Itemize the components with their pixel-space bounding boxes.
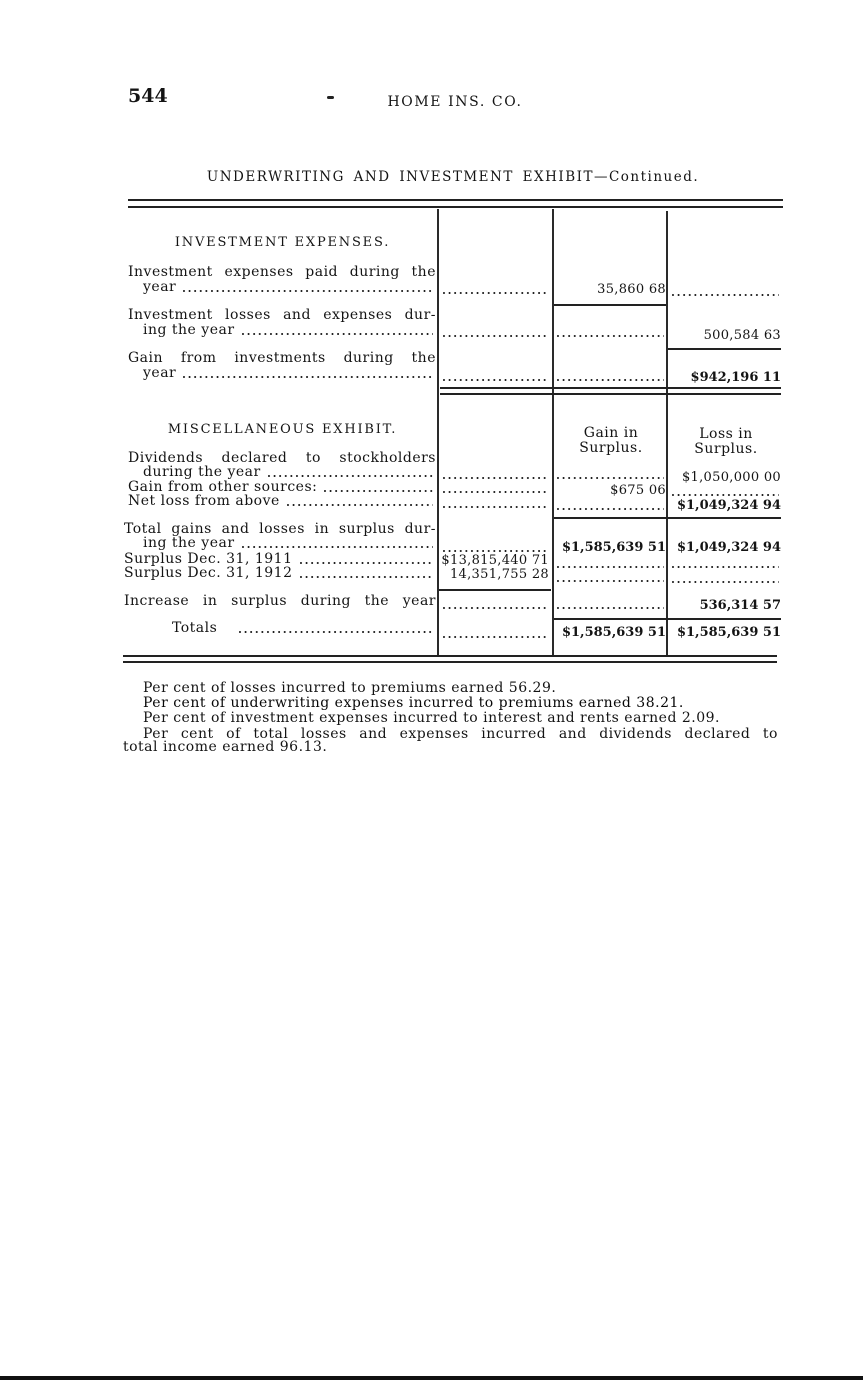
row-label-line: Gain from investments during the: [128, 350, 436, 366]
dot-leader: [672, 566, 779, 568]
dot-leader: [183, 290, 433, 292]
amount-cell: $13,815,440 71: [441, 553, 549, 568]
dot-leader: [443, 506, 548, 508]
amount-cell: $942,196 11: [690, 370, 781, 385]
ink-mark: [327, 96, 334, 99]
amount-cell: $1,585,639 51: [561, 540, 666, 555]
dot-leader: [443, 491, 548, 493]
loss-column-header: Loss in: [699, 426, 753, 442]
row-label-text: Totals: [172, 620, 218, 636]
subtotal-rule: [439, 589, 551, 591]
amount-cell: 14,351,755 28: [449, 567, 549, 582]
amount-cell: 536,314 57: [699, 598, 781, 613]
row-label-text: Gain from other sources:: [128, 479, 318, 495]
amount-cell: $1,050,000 00: [681, 470, 781, 485]
column-divider: [552, 209, 554, 655]
top-rule: [128, 199, 783, 201]
row-label-line: Increase in surplus during the year: [124, 593, 436, 609]
row-label-text: Surplus Dec. 31, 1911: [124, 551, 293, 567]
dot-leader: [300, 576, 434, 578]
row-label-line: [143, 464, 433, 480]
row-label-text: year: [143, 279, 177, 295]
row-label-line: [128, 493, 433, 509]
dot-leader: [672, 494, 779, 496]
dot-leader: [557, 566, 664, 568]
section-double-rule: [440, 387, 781, 389]
page-number: 544: [128, 85, 168, 107]
row-label-text: Net loss from above: [128, 493, 280, 509]
dot-leader: [443, 636, 548, 638]
dot-leader: [672, 294, 779, 296]
dot-leader: [557, 508, 664, 510]
subtotal-rule: [554, 618, 781, 620]
row-label-line: Total gains and losses in surplus dur-: [124, 521, 436, 537]
ratio-line: Per cent of total losses and expenses incurred and dividends declared to: [143, 726, 778, 742]
row-label-line: [143, 322, 433, 338]
section-heading: INVESTMENT EXPENSES.: [174, 235, 391, 250]
row-label-text: during the year: [143, 464, 261, 480]
subtotal-rule: [668, 348, 781, 350]
exhibit-title: UNDERWRITING AND INVESTMENT EXHIBIT—Continued.: [206, 169, 700, 185]
dot-leader: [443, 335, 548, 337]
ratio-line: Per cent of investment expenses incurred to interest and rents earned 2.09.: [143, 710, 720, 726]
amount-cell: $1,585,639 51: [676, 625, 781, 640]
dot-leader: [557, 477, 664, 479]
dot-leader: [268, 475, 433, 477]
bottom-rule: [123, 661, 777, 663]
subtotal-rule: [554, 517, 781, 519]
dot-leader: [443, 607, 548, 609]
gain-column-header: Gain in: [583, 425, 639, 441]
dot-leader: [557, 607, 664, 609]
top-rule: [128, 206, 783, 208]
dot-leader: [557, 379, 664, 381]
row-label-line: [124, 565, 433, 581]
gain-column-header: Surplus.: [579, 440, 643, 456]
amount-cell: $675 06: [610, 483, 666, 498]
dot-leader: [443, 477, 548, 479]
amount-cell: 500,584 63: [703, 328, 781, 343]
dot-leader: [242, 546, 433, 548]
amount-cell: $1,585,639 51: [561, 625, 666, 640]
section-heading: MISCELLANEOUS EXHIBIT.: [167, 422, 398, 437]
row-label-text: Surplus Dec. 31, 1912: [124, 565, 293, 581]
ratio-line: Per cent of underwriting expenses incurred to premiums earned 38.21.: [143, 695, 684, 711]
row-label-line: [143, 279, 433, 295]
row-label-line: [143, 365, 433, 381]
row-label-line: [143, 535, 433, 551]
dot-leader: [300, 562, 434, 564]
row-label-text: year: [143, 365, 177, 381]
ratio-line: total income earned 96.13.: [123, 739, 328, 755]
running-head: HOME INS. CO.: [387, 94, 523, 110]
amount-cell: $1,049,324 94: [676, 540, 781, 555]
dot-leader: [443, 550, 548, 552]
column-divider: [666, 211, 668, 655]
dot-leader: [557, 580, 664, 582]
row-label-line: Investment expenses paid during the: [128, 264, 436, 280]
row-label-line: Dividends declared to stockholders: [128, 450, 436, 466]
row-label-text: ing the year: [143, 322, 235, 338]
scan-edge: [0, 1376, 863, 1380]
ratio-line: Per cent of losses incurred to premiums earned 56.29.: [143, 680, 557, 696]
dot-leader: [239, 631, 433, 633]
amount-cell: 35,860 68: [597, 282, 666, 297]
loss-column-header: Surplus.: [694, 441, 758, 457]
dot-leader: [557, 335, 664, 337]
dot-leader: [443, 379, 548, 381]
dot-leader: [287, 504, 433, 506]
row-label-text: ing the year: [143, 535, 235, 551]
dot-leader: [183, 376, 433, 378]
dot-leader: [242, 333, 433, 335]
dot-leader: [324, 490, 433, 492]
row-label-line: [172, 620, 433, 636]
section-double-rule: [440, 393, 781, 395]
row-label-line: Investment losses and expenses dur-: [128, 307, 436, 323]
dot-leader: [672, 581, 779, 583]
subtotal-rule: [554, 304, 666, 306]
amount-cell: $1,049,324 94: [676, 498, 781, 513]
bottom-rule: [123, 655, 777, 657]
dot-leader: [443, 292, 548, 294]
